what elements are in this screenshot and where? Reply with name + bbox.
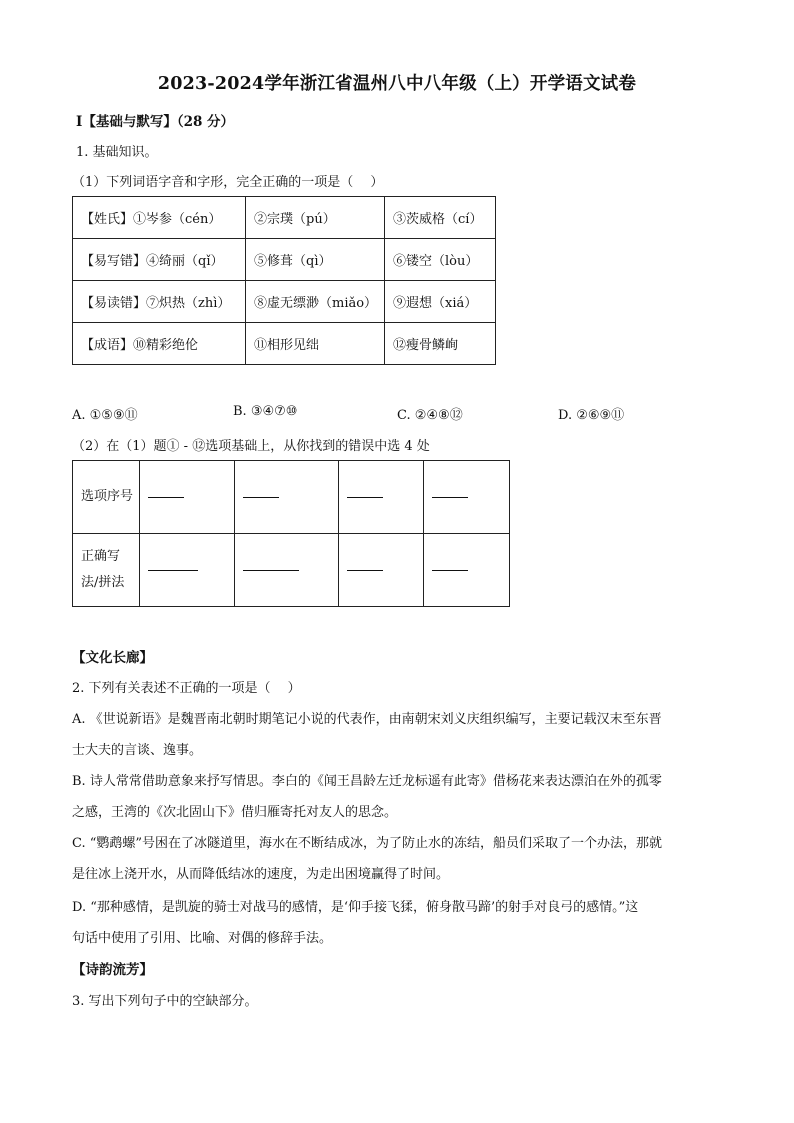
- option-a[interactable]: A. ①⑤⑨⑪: [72, 408, 138, 423]
- answer-blank[interactable]: [424, 534, 510, 607]
- row-label-option-number: 选项序号: [73, 461, 140, 534]
- question-3-stem: 3. 写出下列句子中的空缺部分。: [72, 994, 258, 1009]
- table-cell: ⑧虚无缥渺（miǎo）: [246, 281, 385, 323]
- answer-table: [72, 460, 510, 607]
- section-heading-culture: 【文化长廊】: [72, 650, 153, 666]
- table-cell: 【易写错】④绮丽（qǐ）: [73, 239, 246, 281]
- choice-d-line-1: D. “那种感情，是凯旋的骑士对战马的感情，是‘仰手接飞猱，俯身散马蹄’的射手对良弓的感情。”这: [72, 900, 639, 915]
- option-b[interactable]: B. ③④⑦⑩: [233, 404, 298, 419]
- answer-blank[interactable]: [235, 461, 339, 534]
- choice-b-line-2: 之感，王湾的《次北固山下》借归雁寄托对友人的思念。: [72, 805, 398, 820]
- answer-blank[interactable]: [140, 534, 235, 607]
- table-row: [73, 239, 496, 281]
- row-label-correct-form: 正确写法/拼法: [73, 534, 140, 607]
- table-row: [73, 461, 510, 534]
- table-cell: ⑪相形见绌: [246, 323, 385, 365]
- question-1-sub-2: （2）在（1）题① - ⑫选项基础上，从你找到的错误中选 4 处: [72, 439, 430, 454]
- option-d[interactable]: D. ②⑥⑨⑪: [558, 408, 625, 423]
- table-cell: ③茨威格（cí）: [385, 197, 496, 239]
- answer-blank[interactable]: [424, 461, 510, 534]
- section-heading-basics: Ⅰ【基础与默写】（28 分）: [76, 114, 235, 130]
- choice-a-line-1: A. 《世说新语》是魏晋南北朝时期笔记小说的代表作，由南朝宋刘义庆组织编写，主要记载汉末至东晋: [72, 712, 662, 727]
- option-c[interactable]: C. ②④⑧⑫: [397, 408, 463, 423]
- table-cell: ⑨遐想（xiá）: [385, 281, 496, 323]
- choice-c-line-2: 是往冰上浇开水，从而降低结冰的速度，为走出困境赢得了时间。: [72, 867, 450, 882]
- choice-c-line-1: C. “鹦鹉螺”号困在了冰隧道里，海水在不断结成冰，为了防止水的冻结，船员们采取了一个办法，那就: [72, 836, 663, 851]
- choice-a-line-2: 士大夫的言谈、逸事。: [72, 743, 203, 758]
- page-title: 2023-2024学年浙江省温州八中八年级（上）开学语文试卷: [157, 74, 637, 94]
- table-row: [73, 197, 496, 239]
- table-cell: ⑥镂空（lòu）: [385, 239, 496, 281]
- word-table: [72, 196, 496, 365]
- table-cell: ⑤修葺（qì）: [246, 239, 385, 281]
- answer-blank[interactable]: [140, 461, 235, 534]
- question-1-stem: 1. 基础知识。: [76, 145, 158, 160]
- question-1-sub-1: （1）下列词语字音和字形，完全正确的一项是（ ）: [72, 175, 384, 190]
- table-cell: ⑫瘦骨鳞峋: [385, 323, 496, 365]
- answer-blank[interactable]: [339, 461, 424, 534]
- choice-d-line-2: 句话中使用了引用、比喻、对偶的修辞手法。: [72, 931, 333, 946]
- table-cell: 【姓氏】①岑参（cén）: [73, 197, 246, 239]
- table-cell: ②宗璞（pú）: [246, 197, 385, 239]
- table-row: [73, 534, 510, 607]
- table-row: [73, 323, 496, 365]
- question-2-stem: 2. 下列有关表述不正确的一项是（ ）: [72, 681, 301, 696]
- choice-b-line-1: B. 诗人常常借助意象来抒写情思。李白的《闻王昌龄左迁龙标遥有此寄》借杨花来表达漂泊在外的孤零: [72, 774, 662, 789]
- table-cell: 【易读错】⑦炽热（zhì）: [73, 281, 246, 323]
- answer-blank[interactable]: [339, 534, 424, 607]
- table-cell: 【成语】⑩精彩绝伦: [73, 323, 246, 365]
- answer-blank[interactable]: [235, 534, 339, 607]
- section-heading-poetry: 【诗韵流芳】: [72, 962, 153, 978]
- table-row: [73, 281, 496, 323]
